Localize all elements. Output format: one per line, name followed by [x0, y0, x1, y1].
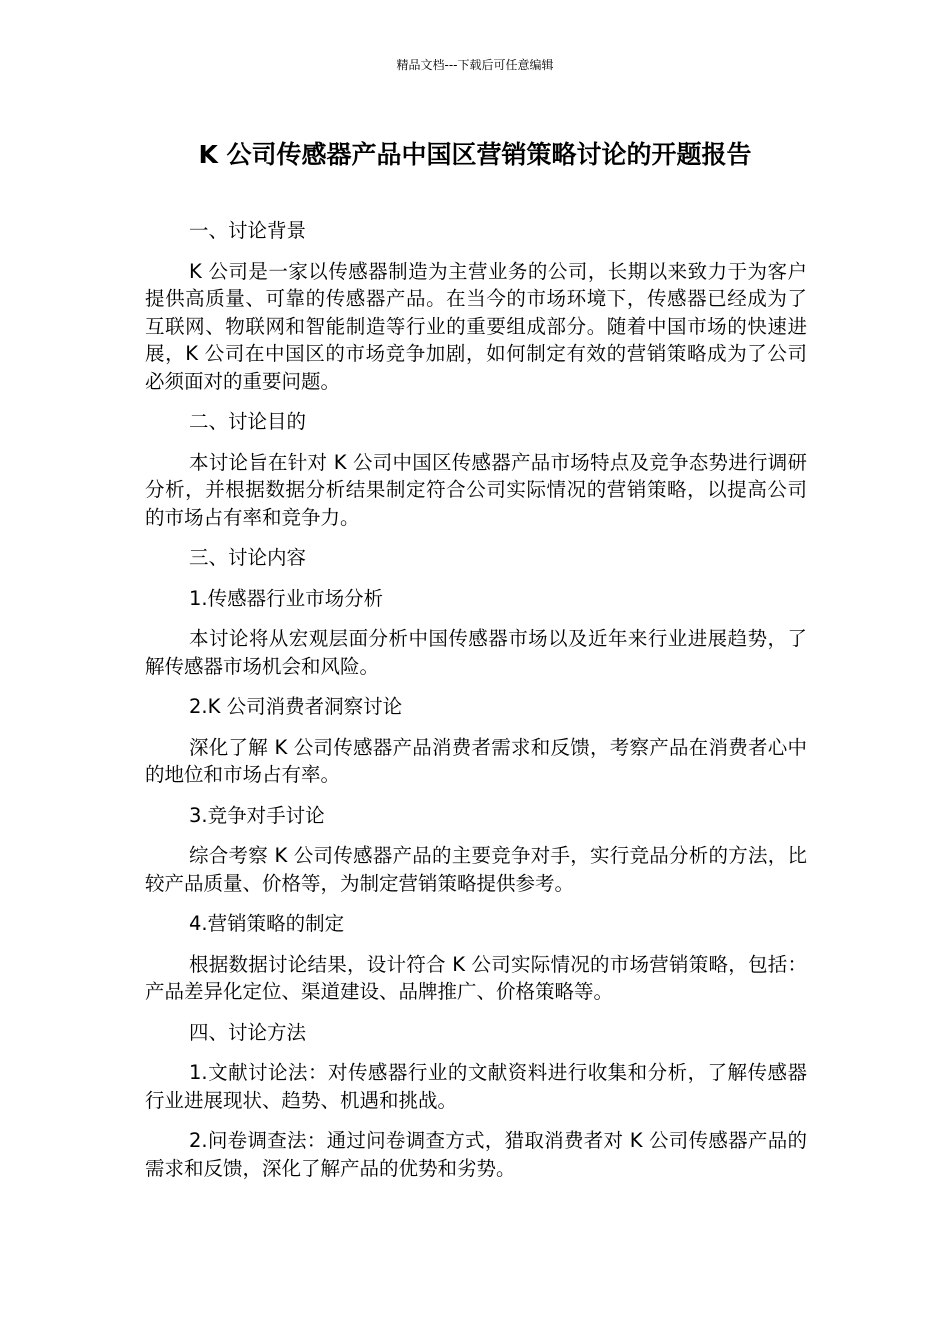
section-heading-purpose: 二、讨论目的 — [189, 410, 307, 433]
subheading-industry-analysis: 1.传感器行业市场分析 — [189, 586, 384, 610]
paragraph-method-literature: 1.文献讨论法：对传感器行业的文献资料进行收集和分析，了解传感器行业进展现状、趋势、机遇和挑战。 — [145, 1061, 807, 1112]
document-body — [145, 217, 807, 1195]
paragraph-competitor: 综合考察 K 公司传感器产品的主要竞争对手，实行竞品分析的方法，比较产品质量、价格等，为制定营销策略提供参考。 — [145, 844, 807, 895]
subheading-competitor: 3.竞争对手讨论 — [189, 803, 325, 827]
page-header: 精品文档---下载后可任意编辑 — [396, 58, 554, 72]
paragraph-strategy: 根据数据讨论结果，设计符合 K 公司实际情况的市场营销策略，包括：产品差异化定位、渠道建设、品牌推广、价格策略等。 — [145, 952, 807, 1003]
section-heading-content: 三、讨论内容 — [189, 546, 307, 569]
subheading-consumer-insight: 2.K 公司消费者洞察讨论 — [189, 695, 403, 718]
subheading-strategy: 4.营销策略的制定 — [189, 912, 345, 935]
paragraph-method-survey: 2.问卷调查法：通过问卷调查方式，猎取消费者对 K 公司传感器产品的需求和反馈，深化了解产品的优势和劣势。 — [145, 1129, 807, 1180]
section-heading-background: 一、讨论背景 — [189, 219, 307, 242]
document-title: K 公司传感器产品中国区营销策略讨论的开题报告 — [198, 140, 752, 169]
paragraph-purpose: 本讨论旨在针对 K 公司中国区传感器产品市场特点及竞争态势进行调研分析，并根据数据分析结果制定符合公司实际情况的营销策略，以提高公司的市场占有率和竞争力。 — [145, 450, 807, 529]
paragraph-background: K 公司是一家以传感器制造为主营业务的公司，长期以来致力于为客户提供高质量、可靠的传感器产品。在当今的市场环境下，传感器已经成为了互联网、物联网和智能制造等行业的重要组成部分。随着中国市场的快速进展，K 公司在中国区的市场竞争加剧，如何制定有效的营销策略成为了公司必须面对的重要问题。 — [145, 259, 807, 393]
paragraph-industry-analysis: 本讨论将从宏观层面分析中国传感器市场以及近年来行业进展趋势，了解传感器市场机会和风险。 — [145, 627, 807, 678]
paragraph-consumer-insight: 深化了解 K 公司传感器产品消费者需求和反馈，考察产品在消费者心中的地位和市场占有率。 — [145, 735, 807, 786]
section-heading-methods: 四、讨论方法 — [189, 1020, 307, 1044]
